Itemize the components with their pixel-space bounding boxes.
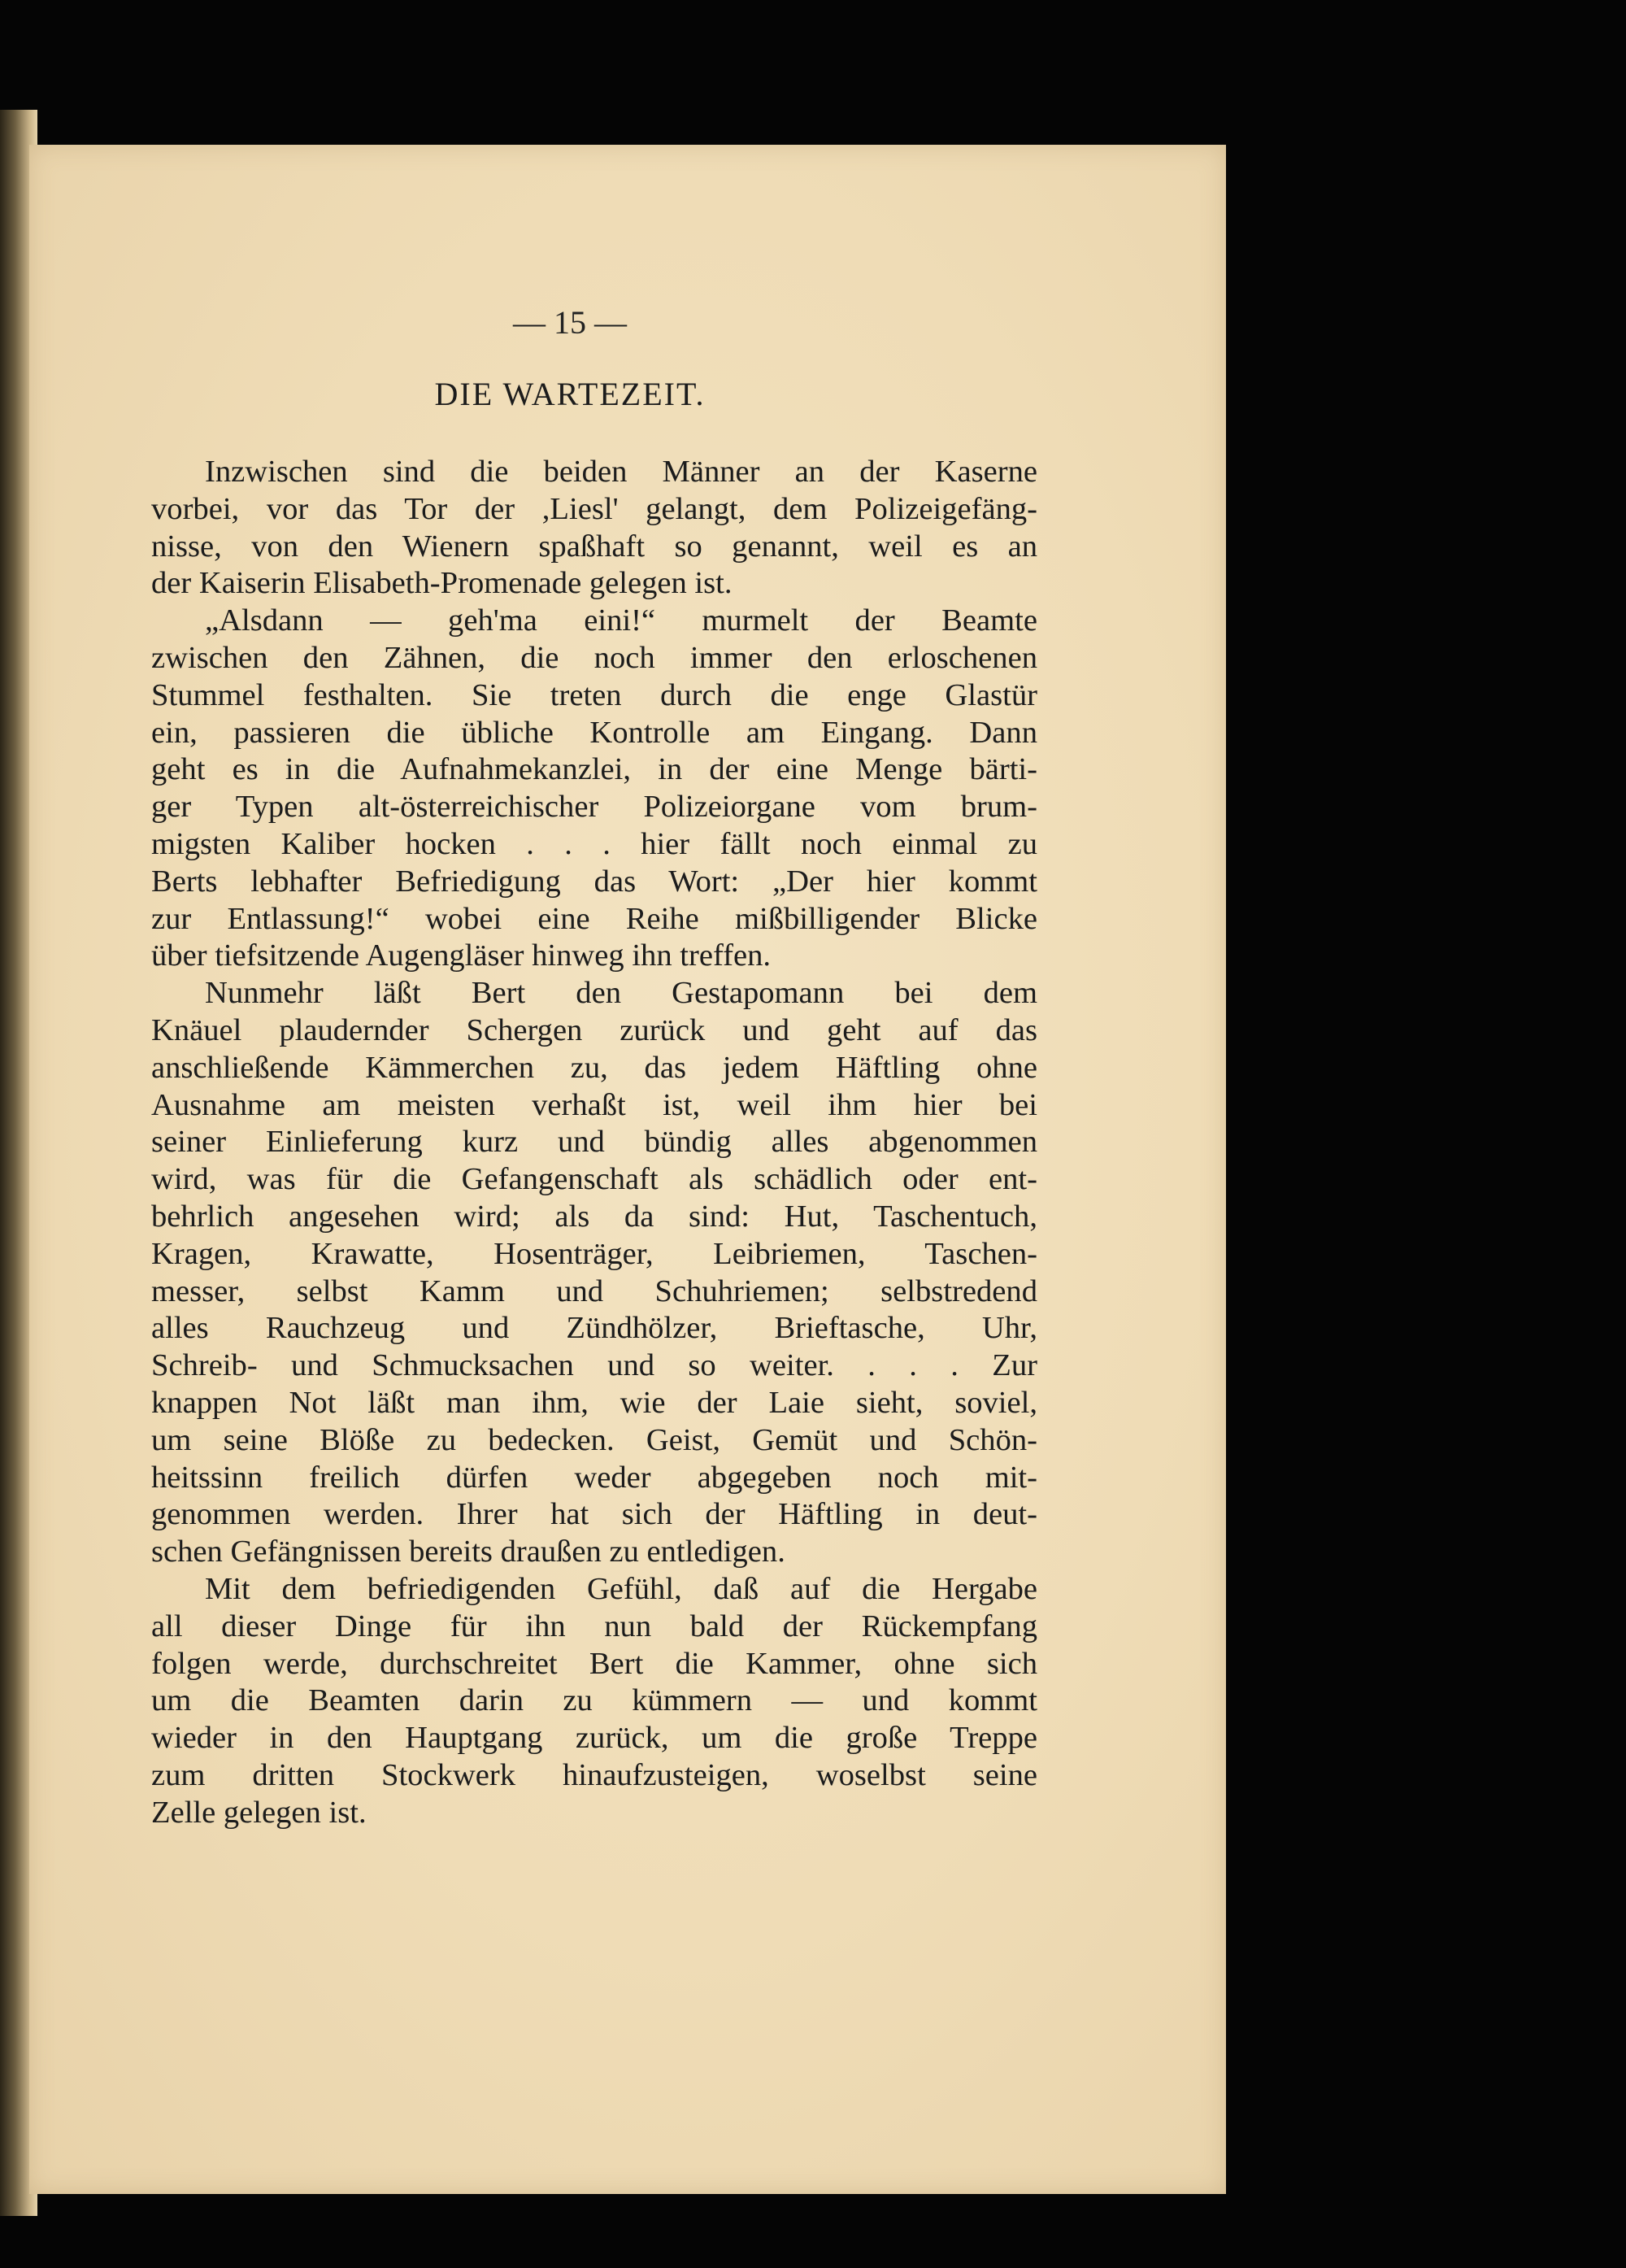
text-line: Knäuel plaudernder Schergen zurück und geht auf das bbox=[151, 1012, 1037, 1047]
text-line: über tiefsitzende Augengläser hinweg ihn treffen. bbox=[151, 938, 772, 973]
text-line: um seine Blöße zu bedecken. Geist, Gemüt und Schön- bbox=[151, 1422, 1037, 1457]
text-line: Stummel festhalten. Sie treten durch die enge Glastür bbox=[151, 677, 1037, 712]
text-line: Ausnahme am meisten verhaßt ist, weil ihm hier bei bbox=[151, 1087, 1037, 1122]
text-line: schen Gefängnissen bereits draußen zu entledigen. bbox=[151, 1534, 785, 1569]
text-line: „Alsdann — geh'ma eini!“ murmelt der Beamte bbox=[205, 603, 1037, 638]
text-line: Berts lebhafter Befriedigung das Wort: „Der hier kommt bbox=[151, 864, 1037, 899]
text-line: zwischen den Zähnen, die noch immer den erloschenen bbox=[151, 640, 1037, 675]
chapter-title: DIE WARTEZEIT. bbox=[434, 376, 706, 412]
text-line: wird, was für die Gefangenschaft als schädlich oder ent- bbox=[151, 1162, 1037, 1197]
text-line: behrlich angesehen wird; als da sind: Hut, Taschentuch, bbox=[151, 1199, 1037, 1234]
text-line: all dieser Dinge für ihn nun bald der Rückempfang bbox=[151, 1608, 1037, 1643]
text-line: Inzwischen sind die beiden Männer an der Kaserne bbox=[205, 455, 1037, 489]
text-line: Kragen, Krawatte, Hosenträger, Leibriemen, Taschen- bbox=[151, 1236, 1037, 1271]
text-line: Nunmehr läßt Bert den Gestapomann bei dem bbox=[205, 976, 1037, 1011]
text-line: alles Rauchzeug und Zündhölzer, Brieftasche, Uhr, bbox=[151, 1311, 1037, 1346]
text-line: wieder in den Hauptgang zurück, um die große Treppe bbox=[151, 1721, 1037, 1756]
body-text bbox=[151, 454, 1037, 1831]
text-line: zur Entlassung!“ wobei eine Reihe mißbilligender Blicke bbox=[151, 901, 1037, 936]
text-line: nisse, von den Wienern spaßhaft so genannt, weil es an bbox=[151, 529, 1037, 564]
text-line: seiner Einlieferung kurz und bündig alles abgenommen bbox=[151, 1125, 1037, 1160]
text-line: vorbei, vor das Tor der ,Liesl' gelangt, dem Polizeigefäng- bbox=[151, 491, 1037, 526]
text-line: zum dritten Stockwerk hinaufzusteigen, woselbst seine bbox=[151, 1757, 1037, 1792]
text-line: Mit dem befriedigenden Gefühl, daß auf die Hergabe bbox=[205, 1571, 1037, 1606]
text-line: heitssinn freilich dürfen weder abgegeben noch mit- bbox=[151, 1460, 1037, 1495]
text-line: ger Typen alt-österreichischer Polizeiorgane vom brum- bbox=[151, 790, 1037, 825]
text-line: ein, passieren die übliche Kontrolle am Eingang. Dann bbox=[151, 715, 1037, 750]
text-line: der Kaiserin Elisabeth-Promenade gelegen ist. bbox=[151, 566, 733, 601]
text-line: folgen werde, durchschreitet Bert die Kammer, ohne sich bbox=[151, 1646, 1037, 1681]
text-line: knappen Not läßt man ihm, wie der Laie sieht, soviel, bbox=[151, 1385, 1037, 1420]
text-line: Zelle gelegen ist. bbox=[151, 1795, 367, 1830]
text-line: um die Beamten darin zu kümmern — und kommt bbox=[151, 1683, 1037, 1718]
text-line: messer, selbst Kamm und Schuhriemen; selbstredend bbox=[151, 1273, 1037, 1308]
text-line: anschließende Kämmerchen zu, das jedem Häftling ohne bbox=[151, 1050, 1037, 1085]
text-line: geht es in die Aufnahmekanzlei, in der eine Menge bärti- bbox=[151, 752, 1037, 787]
book-page bbox=[29, 145, 1226, 2194]
page-number: — 15 — bbox=[513, 304, 627, 341]
text-line: migsten Kaliber hocken . . . hier fällt noch einmal zu bbox=[151, 826, 1037, 861]
text-line: Schreib- und Schmucksachen und so weiter. . . . Zur bbox=[151, 1348, 1037, 1383]
text-line: genommen werden. Ihrer hat sich der Häftling in deut- bbox=[151, 1497, 1037, 1532]
